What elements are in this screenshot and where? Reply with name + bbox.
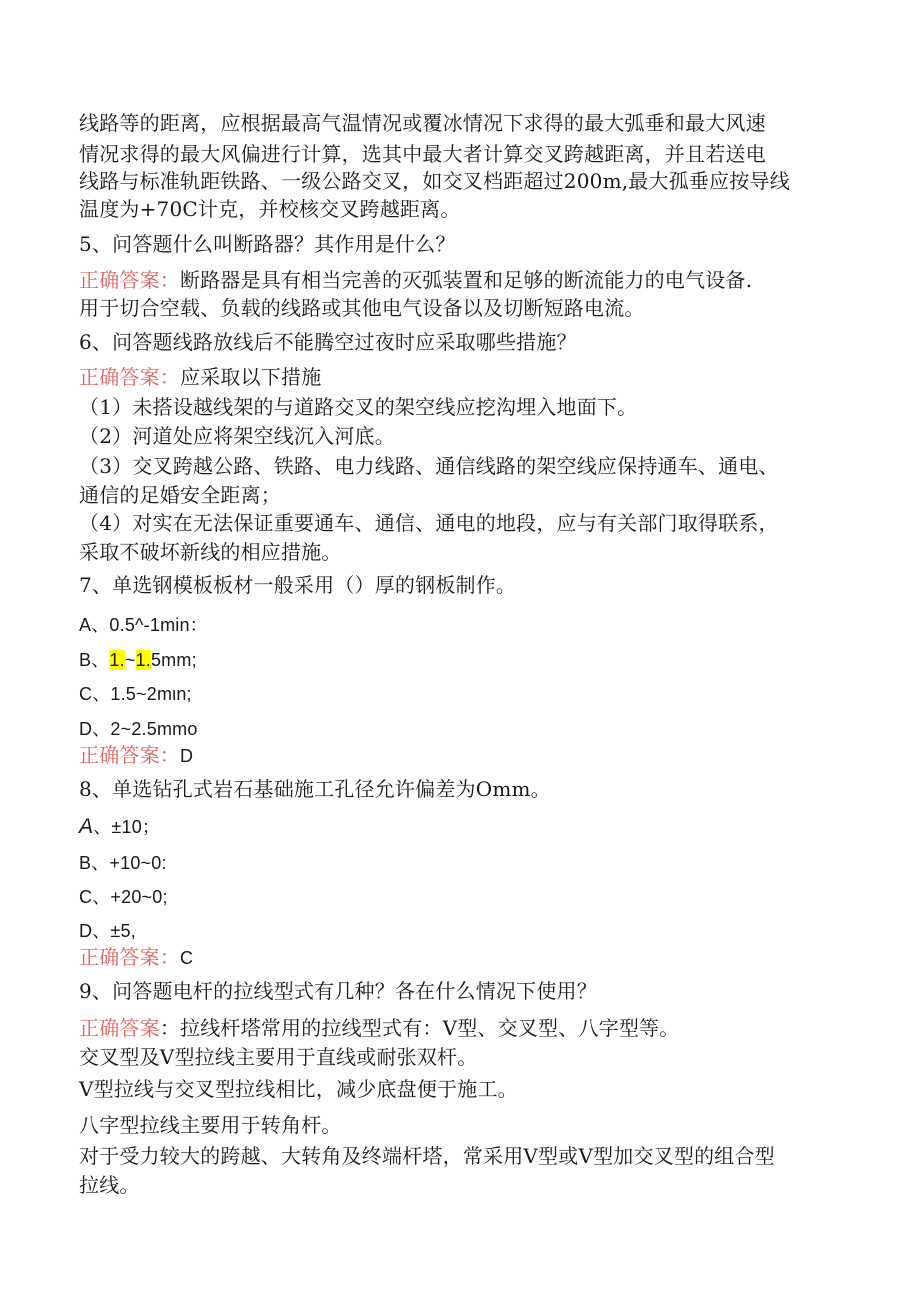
q7-answer-value: D	[180, 746, 194, 766]
q6-question: 6、问答题线路放线后不能腾空过夜时应采取哪些措施？	[79, 330, 577, 354]
q7-question: 7、单选钢模板板材一般采用（）厚的钢板制作。	[79, 573, 517, 597]
q5-question: 5、问答题什么叫断路器？其作用是什么？	[79, 232, 456, 256]
q9-question: 9、问答题电杆的拉线型式有几种？各在什么情况下使用？	[79, 979, 597, 1003]
q6-item-3: （3）交叉跨越公路、铁路、电力线路、通信线路的架空线应保持通车、通电、	[79, 454, 779, 478]
q5-answer-text: 断路器是具有相当完善的灭弧装置和足够的断流能力的电气设备.	[180, 268, 753, 292]
q8-answer-value: C	[180, 948, 194, 968]
q6-item-4-cont: 采取不破坏新线的相应措施。	[79, 540, 342, 564]
q7-answer	[79, 742, 193, 769]
q6-item-2: （2）河道处应将架空线沉入河底。	[79, 424, 395, 448]
q9-answer	[79, 1015, 679, 1041]
q5-answer	[79, 267, 752, 293]
q9-line-4: 对于受力较大的跨越、大转角及终端杆塔，常采用V型或V型加交叉型的组合型	[79, 1144, 775, 1168]
q5-answer-label: 正确答案：	[79, 268, 180, 292]
q7-option-b	[79, 647, 197, 673]
q8-option-a-letter: A	[79, 815, 94, 838]
q7-option-a: A、0.5^-1min：	[79, 615, 208, 635]
q9-answer-text: ：拉线杆塔常用的拉线型式有：V型、交叉型、八字型等。	[159, 1016, 680, 1040]
q9-line-3: 八字型拉线主要用于转角杆。	[79, 1113, 342, 1137]
q9-answer-label: 正确答案	[79, 1016, 160, 1040]
q9-line-2: V型拉线与交叉型拉线相比，减少底盘便于施工。	[79, 1077, 518, 1101]
intro-line-1: 线路等的距离，应根据最高气温情况或覆冰情况下求得的最大弧垂和最大风速	[79, 111, 766, 135]
q6-answer-label: 正确答案：	[79, 365, 180, 389]
q7-option-d: D、2~2.5mmo	[79, 719, 198, 739]
q5-answer-line-2: 用于切合空载、负载的线路或其他电气设备以及切断短路电流。	[79, 296, 645, 320]
q7-answer-label: 正确答案：	[79, 743, 180, 767]
q6-item-4: （4）对实在无法保证重要通车、通信、通电的地段，应与有关部门取得联系，	[79, 511, 779, 535]
q8-answer	[79, 944, 193, 971]
q6-item-1: （1）未搭设越线架的与道路交叉的架空线应挖沟埋入地面下。	[79, 395, 638, 419]
q8-option-b: B、+10~0:	[79, 853, 167, 873]
q7-option-b-mid: ~	[124, 650, 136, 670]
q9-line-1: 交叉型及V型拉线主要用于直线或耐张双杆。	[79, 1045, 478, 1069]
q8-option-c: C、+20~0;	[79, 887, 168, 907]
q8-answer-label: 正确答案：	[79, 945, 180, 969]
q8-option-d: D、±5,	[79, 921, 136, 941]
q6-answer-text: 应采取以下措施	[180, 365, 322, 389]
q7-option-b-highlight-1: 1.	[109, 650, 125, 670]
q7-option-b-suffix: 5mm;	[150, 650, 197, 670]
q7-option-c: C、1.5~2mιn;	[79, 684, 192, 704]
intro-line-2: 情况求得的最大风偏进行计算，选其中最大者计算交叉跨越距离，并且若送电	[79, 142, 766, 166]
q6-answer	[79, 364, 321, 390]
q7-option-b-prefix: B、	[79, 650, 110, 670]
q9-line-5: 拉线。	[79, 1173, 140, 1197]
intro-line-4: 温度为+70C计克，并校核交叉跨越距离。	[79, 197, 461, 221]
q8-option-a	[79, 814, 160, 840]
q8-option-a-text: 、±10；	[93, 817, 161, 837]
q7-option-b-highlight-2: 1.	[135, 650, 151, 670]
intro-line-3: 线路与标准轨距铁路、一级公路交叉，如交叉档距超过200m,最大孤垂应按导线	[79, 169, 790, 193]
q6-item-3-cont: 通信的足婚安全距离；	[79, 483, 281, 507]
q8-question: 8、单选钻孔式岩石基础施工孔径允许偏差为Omm。	[79, 777, 551, 801]
